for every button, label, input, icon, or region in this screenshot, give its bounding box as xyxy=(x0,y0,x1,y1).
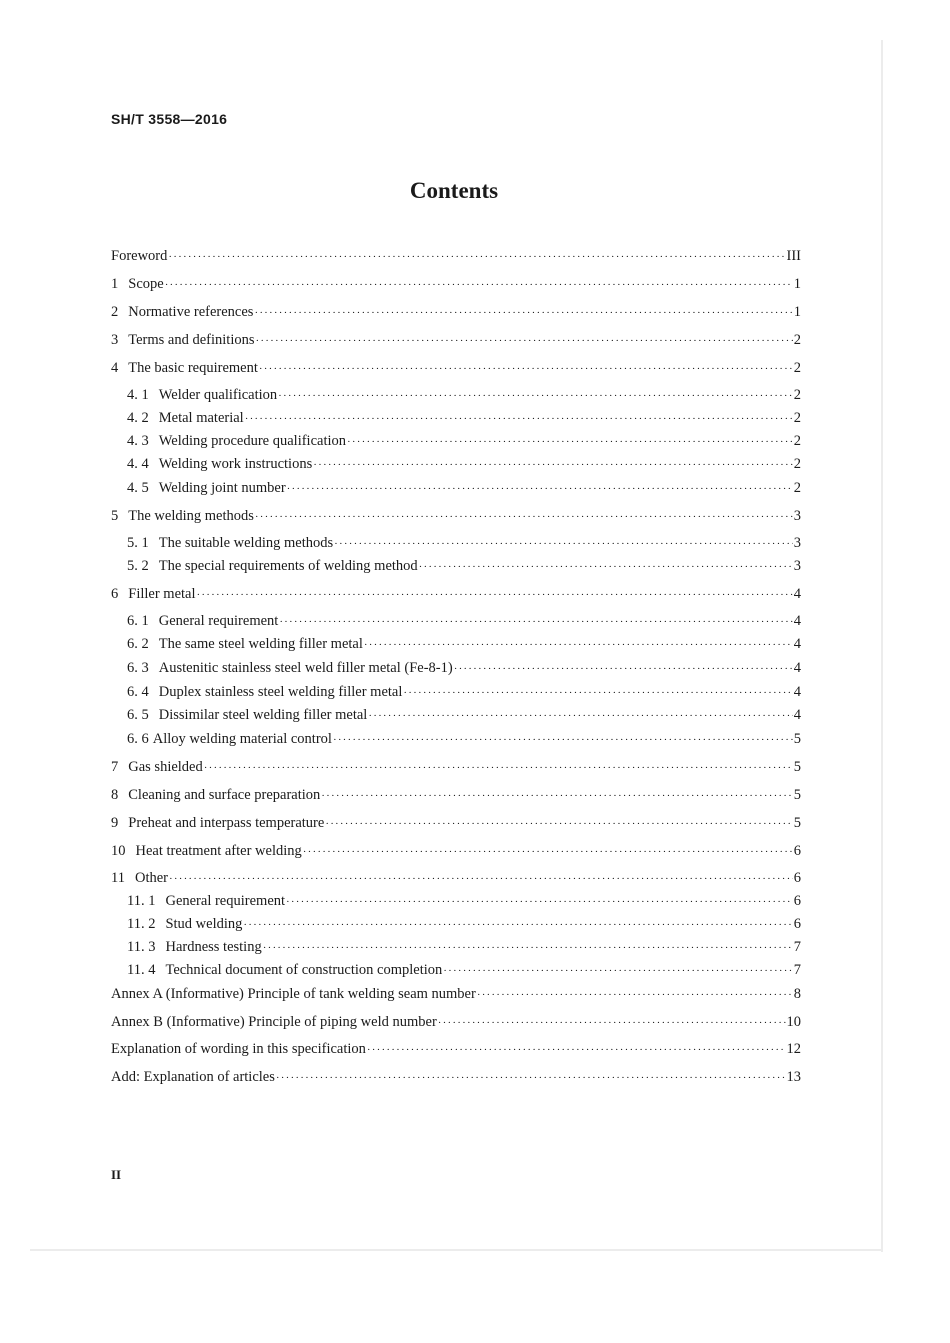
dot-leader xyxy=(403,682,792,704)
toc-title: The welding methods xyxy=(128,508,254,524)
toc-page: III xyxy=(786,248,801,264)
toc-number: 4. 5 xyxy=(127,480,149,496)
toc-number: 4 xyxy=(111,360,119,376)
toc-title: General requirement xyxy=(158,613,279,629)
toc-page: 4 xyxy=(793,684,801,700)
toc-title: Dissimilar steel welding filler metal xyxy=(158,707,368,723)
toc-page: 7 xyxy=(793,962,801,978)
dot-leader xyxy=(256,330,793,352)
toc-title: Gas shielded xyxy=(128,759,203,775)
toc-number: 11. 1 xyxy=(127,893,156,909)
dot-leader xyxy=(259,358,793,380)
dot-leader xyxy=(313,454,793,476)
dot-leader xyxy=(169,868,793,890)
toc-entry-7[interactable] xyxy=(111,756,801,778)
toc-number: 4. 4 xyxy=(127,456,149,472)
document-code: SH/T 3558—2016 xyxy=(111,111,228,127)
dot-leader xyxy=(276,1067,786,1089)
toc-number: 6. 3 xyxy=(127,660,149,676)
toc-number: 4. 1 xyxy=(127,387,149,403)
toc-title: Foreword xyxy=(111,248,168,264)
dot-leader xyxy=(368,705,792,727)
dot-leader xyxy=(204,757,793,779)
toc-entry-11[interactable] xyxy=(111,867,801,889)
toc-entry-11-1[interactable] xyxy=(127,890,801,912)
dot-leader xyxy=(286,891,793,913)
toc-page: 4 xyxy=(793,707,801,723)
toc-number: 4. 2 xyxy=(127,410,149,426)
toc-page: 6 xyxy=(793,893,801,909)
toc-entry-4-3[interactable] xyxy=(127,430,801,452)
toc-number: 10 xyxy=(111,843,126,859)
dot-leader xyxy=(165,274,793,296)
toc-entry-5[interactable] xyxy=(111,505,801,527)
toc-title: Preheat and interpass temperature xyxy=(128,815,325,831)
toc-number: 6. 4 xyxy=(127,684,149,700)
toc-title: Hardness testing xyxy=(165,939,262,955)
toc-title: Metal material xyxy=(158,410,244,426)
toc-page: 4 xyxy=(793,636,801,652)
dot-leader xyxy=(325,813,792,835)
dot-leader xyxy=(438,1012,786,1034)
dot-leader xyxy=(443,960,792,982)
dot-leader xyxy=(254,302,792,324)
toc-page: 3 xyxy=(793,508,801,524)
toc-title: Welding work instructions xyxy=(158,456,313,472)
page-title: Contents xyxy=(409,178,499,203)
toc-entry-4-2[interactable] xyxy=(127,407,801,429)
toc-title: Annex B (Informative) Principle of piping weld number xyxy=(111,1014,437,1030)
toc-page: 12 xyxy=(786,1041,801,1057)
toc-page: 8 xyxy=(793,986,801,1002)
dot-leader xyxy=(255,506,793,528)
toc-title: Other xyxy=(134,870,168,886)
toc-number: 5 xyxy=(111,508,119,524)
toc-number: 9 xyxy=(111,815,119,831)
toc-entry-4-4[interactable] xyxy=(127,453,801,475)
toc-title: Welder qualification xyxy=(158,387,278,403)
toc-page: 5 xyxy=(793,815,801,831)
toc-entry-explanation-wording[interactable] xyxy=(111,1038,801,1060)
toc-title: Stud welding xyxy=(165,916,243,932)
toc-page: 4 xyxy=(793,586,801,602)
toc-number: 6. 1 xyxy=(127,613,149,629)
toc-page: 2 xyxy=(793,433,801,449)
toc-number: 7 xyxy=(111,759,119,775)
toc-entry-annex-b[interactable] xyxy=(111,1011,801,1033)
toc-title: Explanation of wording in this specification xyxy=(111,1041,366,1057)
toc-entry-4-5[interactable] xyxy=(127,477,801,499)
page-number: II xyxy=(111,1167,122,1182)
toc-entry-6-3[interactable] xyxy=(127,657,801,679)
toc-entry-11-3[interactable] xyxy=(127,936,801,958)
toc-page: 2 xyxy=(793,387,801,403)
toc-page: 4 xyxy=(793,613,801,629)
toc-title: Normative references xyxy=(128,304,254,320)
toc-entry-6[interactable] xyxy=(111,583,801,605)
dot-leader xyxy=(168,246,785,268)
toc-entry-11-2[interactable] xyxy=(127,913,801,935)
toc-entry-6-6[interactable] xyxy=(127,728,801,750)
toc-number: 2 xyxy=(111,304,119,320)
dot-leader xyxy=(333,729,793,751)
toc-number: 6. 5 xyxy=(127,707,149,723)
toc-number: 11. 3 xyxy=(127,939,156,955)
toc-entry-6-2[interactable] xyxy=(127,633,801,655)
toc-title: Heat treatment after welding xyxy=(135,843,302,859)
toc-title: Alloy welding material control xyxy=(152,731,332,747)
dot-leader xyxy=(278,385,793,407)
dot-leader xyxy=(477,984,793,1006)
toc-number: 11 xyxy=(111,870,125,886)
toc-number: 11. 4 xyxy=(127,962,156,978)
toc-entry-4[interactable] xyxy=(111,357,801,379)
dot-leader xyxy=(197,584,793,606)
toc-title: Austenitic stainless steel weld filler metal (Fe-8-1) xyxy=(158,660,453,676)
toc-page: 6 xyxy=(793,916,801,932)
toc-entry-6-5[interactable] xyxy=(127,704,801,726)
toc-entry-1[interactable] xyxy=(111,273,801,295)
toc-title: The same steel welding filler metal xyxy=(158,636,363,652)
toc-page: 10 xyxy=(786,1014,801,1030)
dot-leader xyxy=(367,1039,786,1061)
page-edge xyxy=(881,40,883,1252)
toc-page: 6 xyxy=(793,843,801,859)
toc-title: Filler metal xyxy=(128,586,196,602)
toc-title: The special requirements of welding method xyxy=(158,558,418,574)
toc-entry-11-4[interactable] xyxy=(127,959,801,981)
toc-number: 8 xyxy=(111,787,119,803)
toc-title: Scope xyxy=(128,276,164,292)
toc-page: 2 xyxy=(793,332,801,348)
toc-number: 6 xyxy=(111,586,119,602)
toc-entry-5-2[interactable] xyxy=(127,555,801,577)
toc-page: 3 xyxy=(793,558,801,574)
dot-leader xyxy=(321,785,792,807)
toc-title: Duplex stainless steel welding filler metal xyxy=(158,684,403,700)
toc-entry-8[interactable] xyxy=(111,784,801,806)
dot-leader xyxy=(263,937,793,959)
toc-entry-2[interactable] xyxy=(111,301,801,323)
dot-leader xyxy=(419,556,793,578)
toc-number: 3 xyxy=(111,332,119,348)
toc-title: Annex A (Informative) Principle of tank welding seam number xyxy=(111,986,476,1002)
toc-title: The suitable welding methods xyxy=(158,535,334,551)
toc-title: Welding joint number xyxy=(158,480,286,496)
toc-page: 7 xyxy=(793,939,801,955)
toc-entry-foreword[interactable] xyxy=(111,245,801,267)
toc-page: 5 xyxy=(793,787,801,803)
toc-entry-6-1[interactable] xyxy=(127,610,801,632)
toc-entry-explanation-articles[interactable] xyxy=(111,1066,801,1088)
dot-leader xyxy=(347,431,793,453)
dot-leader xyxy=(364,634,793,656)
toc-number: 6. 2 xyxy=(127,636,149,652)
toc-entry-9[interactable] xyxy=(111,812,801,834)
toc-entry-6-4[interactable] xyxy=(127,681,801,703)
toc-number: 5. 1 xyxy=(127,535,149,551)
toc-page: 1 xyxy=(793,304,801,320)
toc-number: 6. 6 xyxy=(127,731,149,747)
dot-leader xyxy=(279,611,792,633)
toc-title: Cleaning and surface preparation xyxy=(128,787,321,803)
toc-title: Add: Explanation of articles xyxy=(111,1069,275,1085)
toc-number: 5. 2 xyxy=(127,558,149,574)
toc-entry-5-1[interactable] xyxy=(127,532,801,554)
toc-title: The basic requirement xyxy=(128,360,258,376)
toc-page: 3 xyxy=(793,535,801,551)
toc-page: 2 xyxy=(793,410,801,426)
dot-leader xyxy=(243,914,792,936)
toc-entry-annex-a[interactable] xyxy=(111,983,801,1005)
toc-page: 2 xyxy=(793,360,801,376)
toc-entry-4-1[interactable] xyxy=(127,384,801,406)
toc-page: 4 xyxy=(793,660,801,676)
toc-title: Welding procedure qualification xyxy=(158,433,347,449)
toc-entry-3[interactable] xyxy=(111,329,801,351)
toc-page: 13 xyxy=(786,1069,801,1085)
toc-page: 2 xyxy=(793,480,801,496)
dot-leader xyxy=(287,478,793,500)
toc-number: 1 xyxy=(111,276,119,292)
toc-page: 1 xyxy=(793,276,801,292)
page-edge xyxy=(30,1249,883,1251)
dot-leader xyxy=(303,841,793,863)
toc-page: 6 xyxy=(793,870,801,886)
toc-title: Terms and definitions xyxy=(128,332,255,348)
toc-title: General requirement xyxy=(165,893,286,909)
dot-leader xyxy=(454,658,793,680)
toc-number: 4. 3 xyxy=(127,433,149,449)
dot-leader xyxy=(334,533,793,555)
dot-leader xyxy=(245,408,793,430)
toc-number: 11. 2 xyxy=(127,916,156,932)
toc-page: 5 xyxy=(793,759,801,775)
toc-page: 2 xyxy=(793,456,801,472)
toc-entry-10[interactable] xyxy=(111,840,801,862)
toc-page: 5 xyxy=(793,731,801,747)
toc-title: Technical document of construction completion xyxy=(165,962,443,978)
